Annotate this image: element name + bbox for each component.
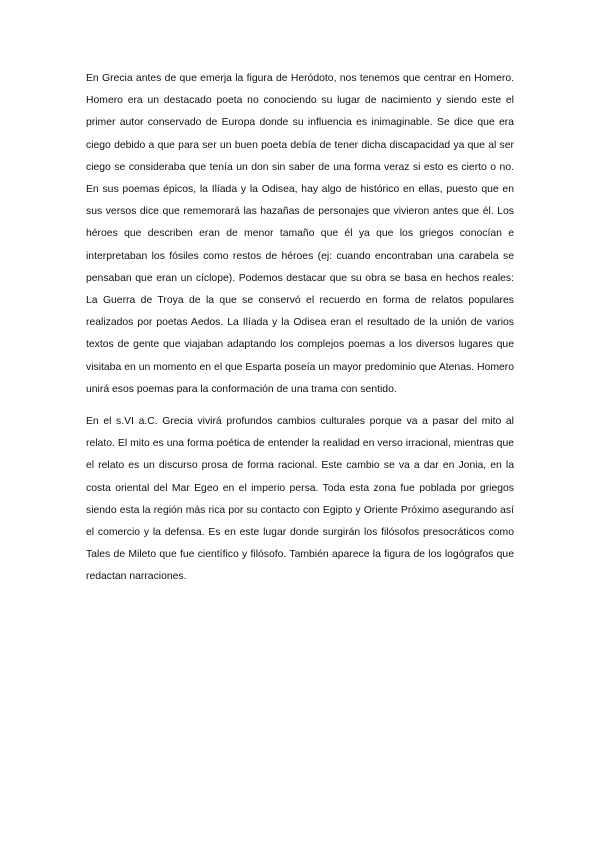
paragraph-mito-relato: En el s.VI a.C. Grecia vivirá profundos cambios culturales porque va a pasar del mito al relato. El mito es una forma poética de entender la realidad en verso irracional, mientras que el relato es un discurso prosa de forma racional. Este cambio se va a dar en Jonia, en la costa oriental del Mar Egeo en el imperio persa. Toda esta zona fue poblada por griegos siendo esta la región más rica por su contacto con Egipto y Oriente Próximo asegurando así el comercio y la defensa. Es en este lugar donde surgirán los filósofos presocráticos como Tales de Mileto que fue científico y filósofo. También aparece la figura de los logógrafos que redactan narraciones. [86,416,514,583]
document-page [86,68,514,589]
paragraph-homero: En Grecia antes de que emerja la figura de Heródoto, nos tenemos que centrar en Homero. Homero era un destacado poeta no conociendo su lugar de nacimiento y siendo este el primer autor conservado de Europa donde su influencia es inimaginable. Se dice que era ciego debido a que para ser un buen poeta debía de tener dicha discapacidad ya que al ser ciego se consideraba que tenía un don sin saber de una forma veraz si esto es cierto o no. En sus poemas épicos, la Ilíada y la Odisea, hay algo de histórico en ellas, puesto que en sus versos dice que rememorará las hazañas de personajes que vivieron antes que él. Los héroes que describen eran de menor tamaño que él ya que los griegos conocían e interpretaban los fósiles como restos de héroes (ej: cuando encontraban una carabela se pensaban que eran un cíclope). Podemos destacar que su obra se basa en hechos reales: La Guerra de Troya de la que se conservó el recuerdo en forma de relatos populares realizados por poetas Aedos. La Ilíada y la Odisea eran el resultado de la unión de varios textos de gente que viajaban adaptando los complejos poemas a los diversos lugares que visitaba en un momento en el que Esparta poseía un mayor predominio que Atenas. Homero unirá esos poemas para la conformación de una trama con sentido. [86,73,514,395]
